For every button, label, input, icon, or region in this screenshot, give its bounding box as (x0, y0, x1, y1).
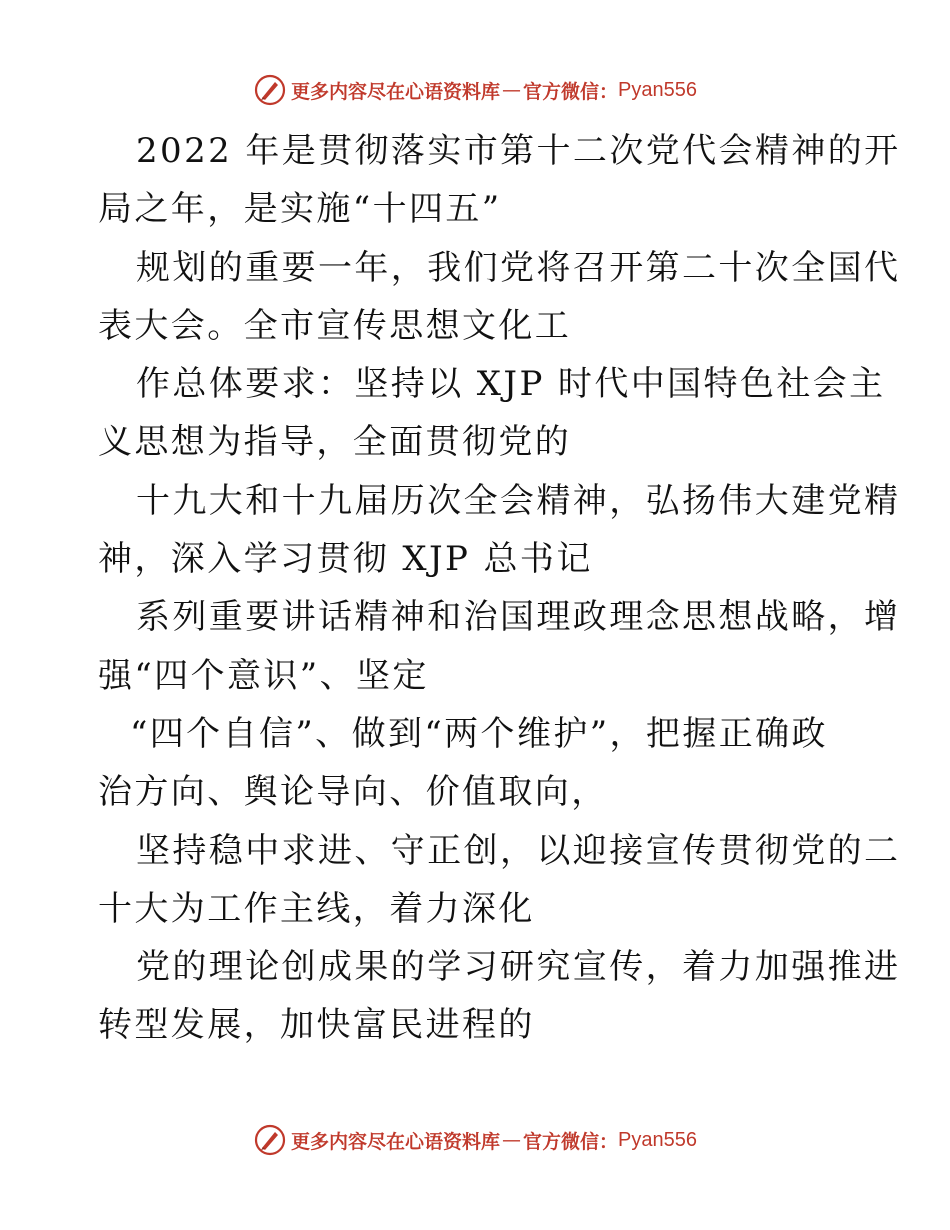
text-line: 党的理论创成果的学习研究宣传，着力加强推进 (136, 947, 901, 988)
text-line: 作总体要求：坚持以 XJP 时代中国特色社会主 (136, 364, 886, 405)
watermark-wechat-id: Pyan556 (618, 78, 697, 101)
watermark-official-label: 官方微信： (523, 80, 619, 103)
text-line: 义思想为指导，全面贯彻党的 (98, 422, 572, 463)
text-line: 系列重要讲话精神和治国理政理念思想战略，增 (136, 597, 901, 638)
feather-pen-circle-icon (253, 1123, 287, 1157)
watermark-dash: — (502, 1129, 522, 1151)
text-line: 转型发展，加快富民进程的 (98, 1005, 535, 1046)
text-line: 局之年，是实施“十四五” (98, 189, 502, 230)
watermark-text: 更多内容尽在心语资料库 (291, 80, 501, 103)
text-line: 强“四个意识”、坚定 (98, 655, 429, 696)
text-line: 坚持稳中求进、守正创，以迎接宣传贯彻党的二 (136, 830, 901, 871)
text-line: 治方向、舆论导向、价值取向， (98, 772, 608, 813)
watermark-dash: — (502, 79, 522, 101)
feather-pen-circle-icon (253, 73, 287, 107)
watermark-wechat-id: Pyan556 (618, 1128, 697, 1151)
text-line: 十大为工作主线，着力深化 (98, 888, 535, 929)
footer-watermark (0, 1120, 950, 1160)
watermark-text: 更多内容尽在心语资料库 (291, 1130, 501, 1153)
text-line: 十九大和十九届历次全会精神，弘扬伟大建党精 (136, 480, 901, 521)
text-line: 表大会。全市宣传思想文化工 (98, 305, 572, 346)
text-line: 神，深入学习贯彻 XJP 总书记 (98, 539, 593, 580)
text-line: 2022 年是贯彻落实市第十二次党代会精神的开 (136, 131, 901, 171)
text-line: 规划的重要一年，我们党将召开第二十次全国代 (136, 247, 901, 288)
watermark-official-label: 官方微信： (523, 1130, 619, 1153)
text-line: “四个自信”、做到“两个维护”，把握正确政 (130, 713, 828, 754)
header-watermark (0, 70, 950, 110)
body-text (98, 122, 901, 1055)
